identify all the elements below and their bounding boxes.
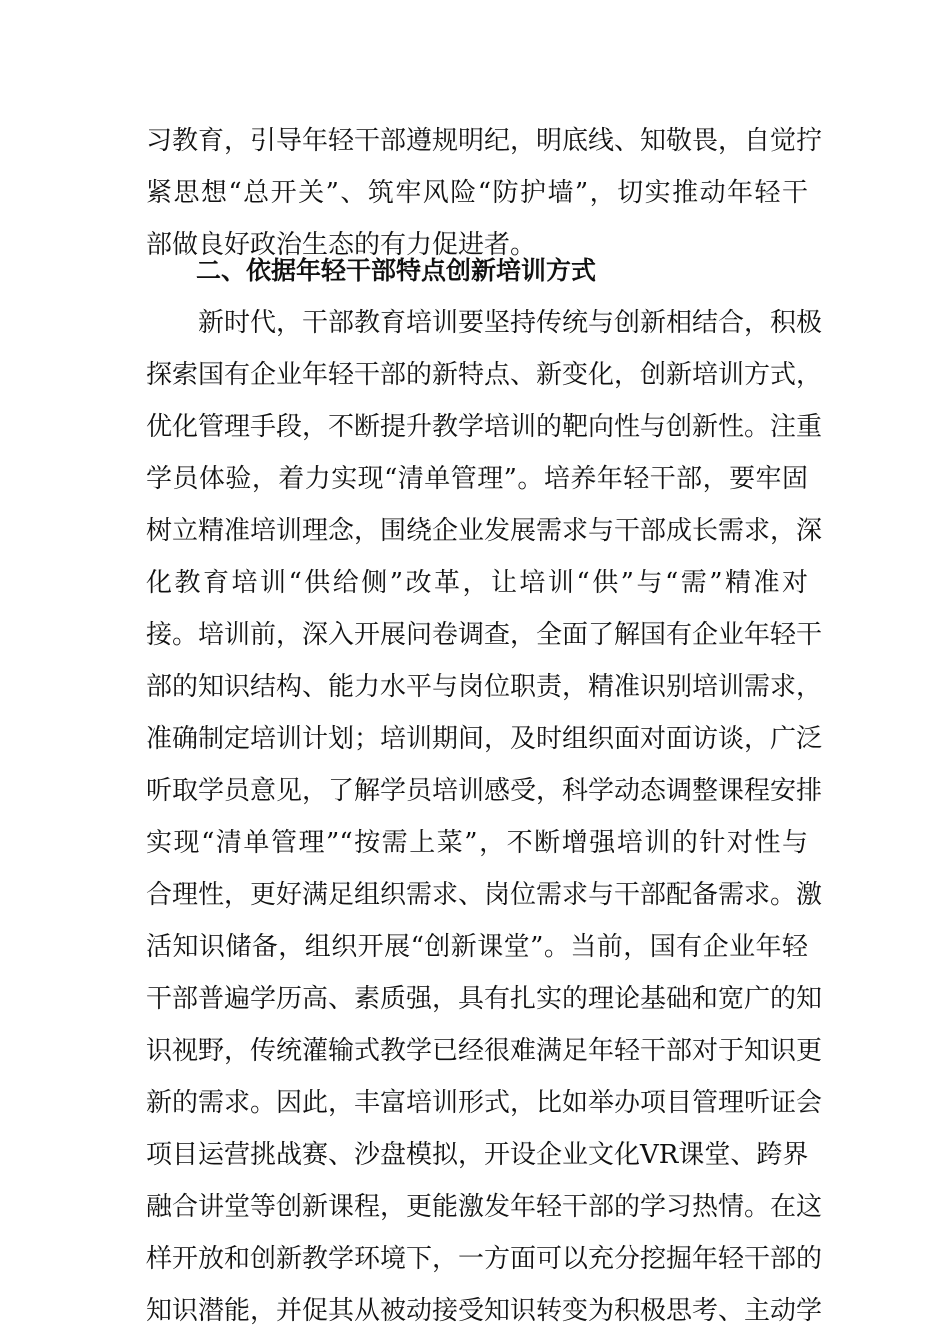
paragraph-line: 部的知识结构、能力水平与岗位职责，精准识别培训需求， <box>146 672 823 702</box>
paragraph-line: 准确制定培训计划；培训期间，及时组织面对面访谈，广泛 <box>146 724 823 754</box>
paragraph-line: 融合讲堂等创新课程，更能激发年轻干部的学习热情。在这 <box>146 1192 823 1222</box>
paragraph-line: 新时代，干部教育培训要坚持传统与创新相结合，积极 <box>198 308 823 338</box>
paragraph-line: 实现“清单管理”“按需上菜”，不断增强培训的针对性与 <box>146 828 808 858</box>
paragraph-line: 知识潜能，并促其从被动接受知识转变为积极思考、主动学 <box>146 1296 823 1326</box>
paragraph-line: 学员体验，着力实现“清单管理”。培养年轻干部，要牢固 <box>146 464 808 494</box>
paragraph-line: 合理性，更好满足组织需求、岗位需求与干部配备需求。激 <box>146 880 823 910</box>
paragraph-line: 探索国有企业年轻干部的新特点、新变化，创新培训方式， <box>146 360 823 390</box>
paragraph-line: 接。培训前，深入开展问卷调查，全面了解国有企业年轻干 <box>146 620 823 650</box>
paragraph-line: 树立精准培训理念，围绕企业发展需求与干部成长需求，深 <box>146 516 823 546</box>
section-heading: 二、依据年轻干部特点创新培训方式 <box>196 256 597 285</box>
section-heading-block <box>146 245 808 297</box>
paragraph-line: 新的需求。因此，丰富培训形式，比如举办项目管理听证会 <box>146 1088 823 1118</box>
paragraph-line: 识视野，传统灌输式教学已经很难满足年轻干部对于知识更 <box>146 1036 823 1066</box>
paragraph-line: 活知识储备，组织开展“创新课堂”。当前，国有企业年轻 <box>146 932 808 962</box>
paragraph-line: 优化管理手段，不断提升教学培训的靶向性与创新性。注重 <box>146 412 823 442</box>
paragraph-line: 部做良好政治生态的有力促进者。 <box>146 230 537 260</box>
paragraph-line: 化教育培训“供给侧”改革，让培训“供”与“需”精准对 <box>146 568 808 598</box>
paragraph-line: 干部普遍学历高、素质强，具有扎实的理论基础和宽广的知 <box>146 984 823 1014</box>
paragraph-line: 样开放和创新教学环境下，一方面可以充分挖掘年轻干部的 <box>146 1244 823 1274</box>
paragraph-line: 项目运营挑战赛、沙盘模拟，开设企业文化VR课堂、跨界 <box>146 1140 809 1170</box>
paragraph-line: 紧思想“总开关”、筑牢风险“防护墙”，切实推动年轻干 <box>146 178 808 208</box>
paragraph-line: 习教育，引导年轻干部遵规明纪，明底线、知敬畏，自觉拧 <box>146 126 823 156</box>
paragraph-line: 听取学员意见，了解学员培训感受，科学动态调整课程安排 <box>146 776 823 806</box>
paragraph-main <box>146 297 823 1337</box>
